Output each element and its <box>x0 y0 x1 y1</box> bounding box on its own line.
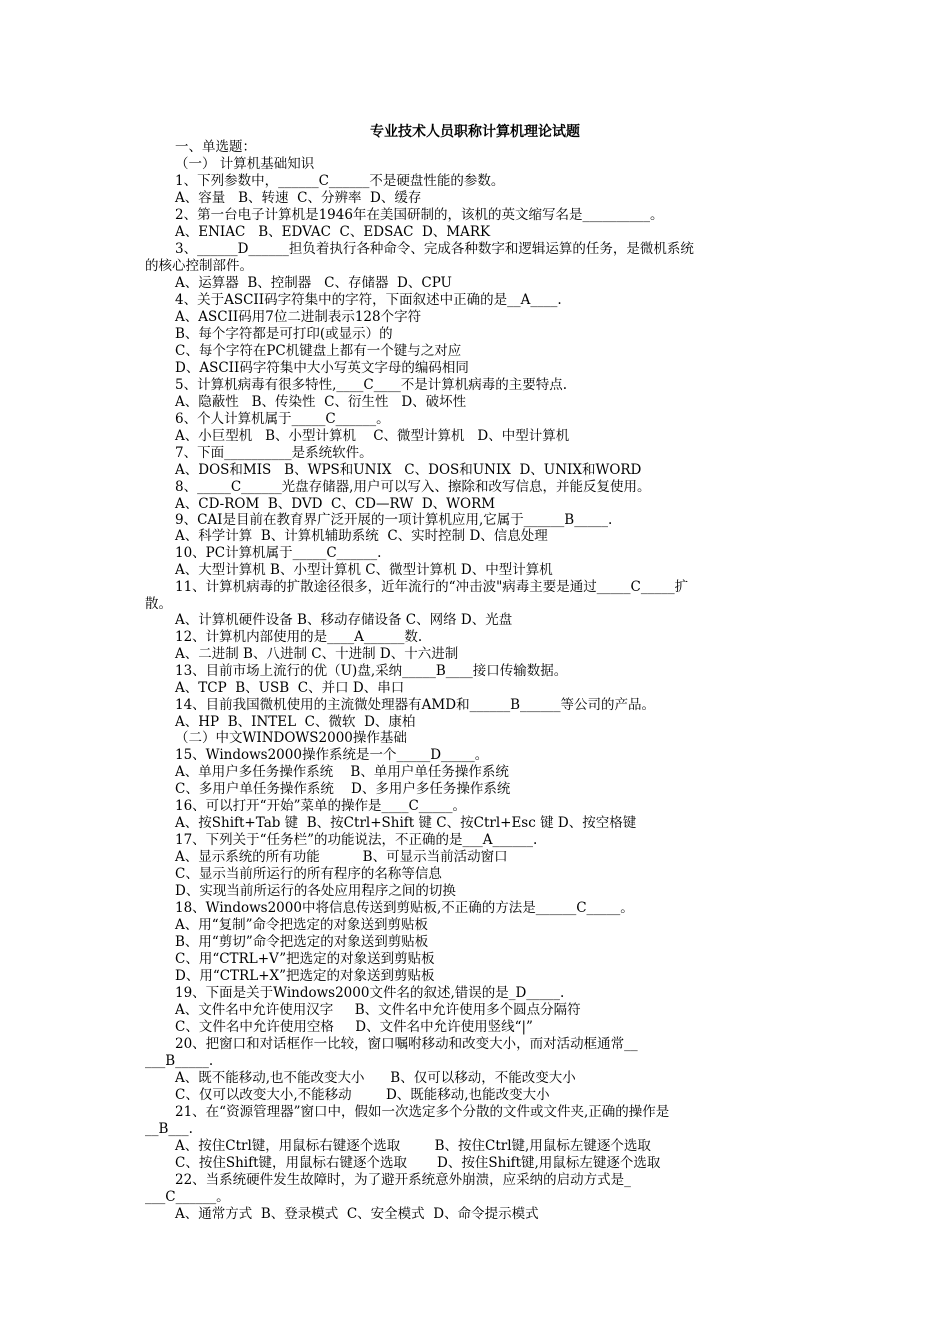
text-line: B、每个字符都是可打印(或显示）的 <box>175 326 393 342</box>
text-line: 14、目前我国微机使用的主流微处理器有AMD和______B______等公司的产品。 <box>175 697 655 713</box>
text-line: 4、关于ASCII码字符集中的字符，下面叙述中正确的是__A____. <box>175 292 562 308</box>
text-line: A、显示系统的所有功能 B、可显示当前活动窗口 <box>175 849 508 865</box>
text-line: 8、_____C______光盘存储器,用户可以写入、擦除和改写信息，并能反复使用。 <box>175 479 651 495</box>
text-line: 10、PC计算机属于_____C______. <box>175 545 382 561</box>
text-line: A、大型计算机 B、小型计算机 C、微型计算机 D、中型计算机 <box>175 562 553 578</box>
text-line: 20、把窗口和对话框作一比较，窗口嘱咐移动和改变大小，而对活动框通常__ <box>175 1036 638 1052</box>
text-line: （一） 计算机基础知识 <box>175 156 315 172</box>
text-line: A、隐蔽性 B、传染性 C、衍生性 D、破坏性 <box>175 394 467 410</box>
text-line: D、实现当前所运行的各处应用程序之间的切换 <box>175 883 456 899</box>
text-line: A、CD-ROM B、DVD C、CD—RW D、WORM <box>175 496 496 512</box>
text-line: D、用“CTRL+X”把选定的对象送到剪贴板 <box>175 968 435 984</box>
text-line: 3、______D______担负着执行各种命令、完成各种数字和逻辑运算的任务，是微机系统 <box>175 241 694 257</box>
text-line: 散。 <box>145 596 172 612</box>
text-line: A、ASCII码用7位二进制表示128个字符 <box>175 309 422 325</box>
text-line: A、既不能移动,也不能改变大小 B、仅可以移动，不能改变大小 <box>175 1070 576 1086</box>
text-line: A、ENIAC B、EDVAC C、EDSAC D、MARK <box>175 224 491 240</box>
text-line: C、按住Shift键，用鼠标右键逐个选取 D、按住Shift键,用鼠标左键逐个选取 <box>175 1155 661 1171</box>
text-line: 5、计算机病毒有很多特性,____C____不是计算机病毒的主要特点. <box>175 377 568 393</box>
text-line: __B___. <box>145 1121 193 1137</box>
text-line: A、TCP B、USB C、并口 D、串口 <box>175 680 405 696</box>
text-line: 9、CAI是目前在教育界广泛开展的一项计算机应用,它属于______B_____. <box>175 512 613 528</box>
text-line: C、文件名中允许使用空格 D、文件名中允许使用竖线“|” <box>175 1019 533 1035</box>
text-line: A、通常方式 B、登录模式 C、安全模式 D、命令提示模式 <box>175 1206 539 1222</box>
text-line: A、容量 B、转速 C、分辨率 D、缓存 <box>175 190 422 206</box>
text-line: ___B_____. <box>145 1053 214 1069</box>
text-line: 2、第一台电子计算机是1946年在美国研制的，该机的英文缩写名是__________。 <box>175 207 664 223</box>
text-line: B、用“剪切”命令把选定的对象送到剪贴板 <box>175 934 429 950</box>
text-line: （二）中文WINDOWS2000操作基础 <box>175 730 407 746</box>
text-line: ___C______。 <box>145 1189 230 1205</box>
text-line: 19、下面是关于Windows2000文件名的叙述,错误的是_D_____. <box>175 985 565 1001</box>
text-line: A、HP B、INTEL C、微软 D、康柏 <box>175 714 416 730</box>
text-line: C、用“CTRL+V”把选定的对象送到剪贴板 <box>175 951 435 967</box>
text-line: D、ASCII码字符集中大小写英文字母的编码相同 <box>175 360 469 376</box>
text-line: A、按Shift+Tab 键 B、按Ctrl+Shift 键 C、按Ctrl+Esc 键 D、按空格键 <box>175 815 637 831</box>
text-line: 12、计算机内部使用的是____A______数. <box>175 629 423 645</box>
text-line: 18、Windows2000中将信息传送到剪贴板,不正确的方法是______C_____。 <box>175 900 634 916</box>
text-line: A、文件名中允许使用汉字 B、文件名中允许使用多个圆点分隔符 <box>175 1002 581 1018</box>
text-line: C、显示当前所运行的所有程序的名称等信息 <box>175 866 442 882</box>
text-line: A、DOS和MIS B、WPS和UNIX C、DOS和UNIX D、UNIX和WORD <box>175 462 642 478</box>
text-line: A、计算机硬件设备 B、移动存储设备 C、网络 D、光盘 <box>175 612 513 628</box>
text-line: 7、下面__________是系统软件。 <box>175 445 373 461</box>
text-line: 1、下列参数中，______C______不是硬盘性能的参数。 <box>175 173 505 189</box>
text-line: C、仅可以改变大小,不能移动 D、既能移动,也能改变大小 <box>175 1087 550 1103</box>
text-line: 15、Windows2000操作系统是一个_____D_____。 <box>175 747 489 763</box>
text-line: 13、目前市场上流行的优（U)盘,采纳_____B____接口传输数据。 <box>175 663 568 679</box>
document-title: 专业技术人员职称计算机理论试题 <box>370 124 580 140</box>
text-line: 11、计算机病毒的扩散途径很多，近年流行的“冲击波"病毒主要是通过_____C_____扩 <box>175 579 689 595</box>
text-line: 21、在“资源管理器”窗口中，假如一次选定多个分散的文件或文件夹,正确的操作是 <box>175 1104 670 1120</box>
text-line: C、每个字符在PC机键盘上都有一个键与之对应 <box>175 343 462 359</box>
text-line: A、小巨型机 B、小型计算机 C、微型计算机 D、中型计算机 <box>175 428 570 444</box>
text-line: A、用“复制”命令把选定的对象送到剪贴板 <box>175 917 429 933</box>
text-line: 6、个人计算机属于_____C______。 <box>175 411 390 427</box>
text-line: A、二进制 B、八进制 C、十进制 D、十六进制 <box>175 646 459 662</box>
text-line: 16、可以打开“开始”菜单的操作是____C_____。 <box>175 798 467 814</box>
text-line: A、按住Ctrl键，用鼠标右键逐个选取 B、按住Ctrl键,用鼠标左键逐个选取 <box>175 1138 651 1154</box>
text-line: C、多用户单任务操作系统 D、多用户多任务操作系统 <box>175 781 511 797</box>
text-line: A、运算器 B、控制器 C、存储器 D、CPU <box>175 275 452 291</box>
text-line: 一、单选题： <box>175 139 256 155</box>
text-line: 17、下列关于“任务栏”的功能说法，不正确的是___A______. <box>175 832 538 848</box>
text-line: A、单用户多任务操作系统 B、单用户单任务操作系统 <box>175 764 509 780</box>
text-line: A、科学计算 B、计算机辅助系统 C、实时控制 D、信息处理 <box>175 528 548 544</box>
text-line: 的核心控制部件。 <box>145 258 253 274</box>
text-line: 22、当系统硬件发生故障时，为了避开系统意外崩溃，应采纳的启动方式是_ <box>175 1172 631 1188</box>
